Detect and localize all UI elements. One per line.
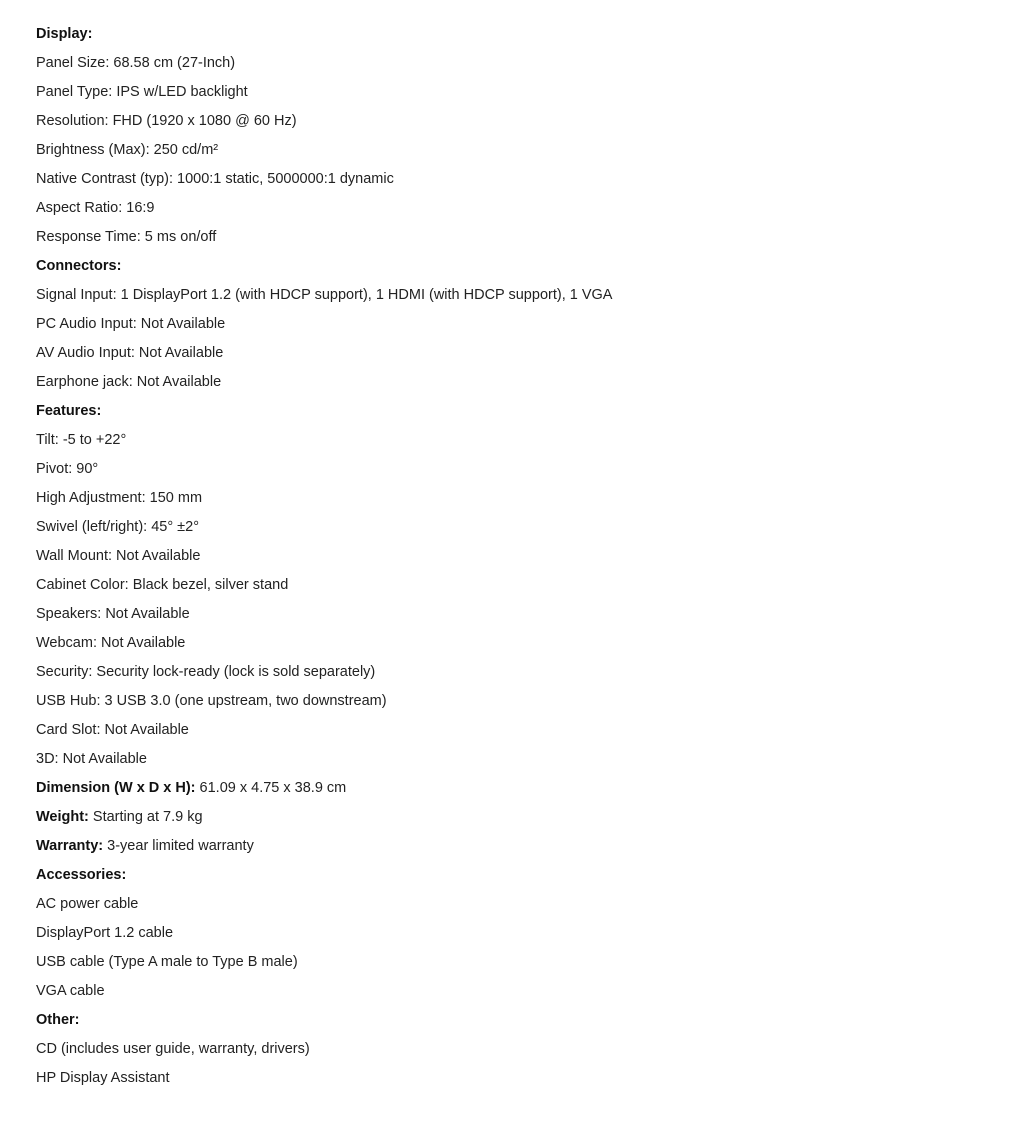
- weight-value: Starting at 7.9 kg: [88, 809, 203, 825]
- native-contrast: Native Contrast (typ): 1000:1 static, 5000000:1 dynamic: [36, 171, 394, 187]
- accessories-heading: Accessories:: [36, 867, 127, 883]
- usb-hub: USB Hub: 3 USB 3.0 (one upstream, two downstream): [36, 693, 387, 709]
- warranty-row: [36, 832, 612, 861]
- high-adjustment: High Adjustment: 150 mm: [36, 490, 203, 506]
- display-heading: Display:: [36, 26, 93, 42]
- signal-input: Signal Input: 1 DisplayPort 1.2 (with HDCP support), 1 HDMI (with HDCP support), 1 VGA: [36, 287, 613, 303]
- connectors-heading: Connectors:: [36, 258, 122, 274]
- weight-label: Weight:: [36, 809, 89, 825]
- response-time: Response Time: 5 ms on/off: [36, 229, 217, 245]
- tilt: Tilt: -5 to +22°: [36, 432, 127, 448]
- card-slot: Card Slot: Not Available: [36, 722, 189, 738]
- warranty-label: Warranty:: [36, 838, 104, 854]
- wall-mount: Wall Mount: Not Available: [36, 548, 201, 564]
- usb-cable: USB cable (Type A male to Type B male): [36, 954, 298, 970]
- ac-power-cable: AC power cable: [36, 896, 139, 912]
- panel-size: Panel Size: 68.58 cm (27-Inch): [36, 55, 236, 71]
- security: Security: Security lock-ready (lock is sold separately): [36, 664, 376, 680]
- hp-display-assistant: HP Display Assistant: [36, 1070, 170, 1086]
- speakers: Speakers: Not Available: [36, 606, 190, 622]
- earphone-jack: Earphone jack: Not Available: [36, 374, 222, 390]
- resolution: Resolution: FHD (1920 x 1080 @ 60 Hz): [36, 113, 297, 129]
- pivot: Pivot: 90°: [36, 461, 99, 477]
- dimension-value: 61.09 x 4.75 x 38.9 cm: [195, 780, 347, 796]
- panel-type: Panel Type: IPS w/LED backlight: [36, 84, 248, 100]
- spec-list: [36, 20, 612, 1093]
- aspect-ratio: Aspect Ratio: 16:9: [36, 200, 155, 216]
- cd-item: CD (includes user guide, warranty, drivers): [36, 1041, 310, 1057]
- pc-audio-input: PC Audio Input: Not Available: [36, 316, 226, 332]
- other-heading: Other:: [36, 1012, 80, 1028]
- brightness: Brightness (Max): 250 cd/m²: [36, 142, 219, 158]
- vga-cable: VGA cable: [36, 983, 105, 999]
- av-audio-input: AV Audio Input: Not Available: [36, 345, 224, 361]
- swivel: Swivel (left/right): 45° ±2°: [36, 519, 199, 535]
- features-heading: Features:: [36, 403, 102, 419]
- dimension-row: [36, 774, 612, 803]
- webcam: Webcam: Not Available: [36, 635, 186, 651]
- three-d: 3D: Not Available: [36, 751, 147, 767]
- dimension-label: Dimension (W x D x H):: [36, 780, 196, 796]
- warranty-value: 3-year limited warranty: [103, 838, 254, 854]
- cabinet-color: Cabinet Color: Black bezel, silver stand: [36, 577, 289, 593]
- weight-row: [36, 803, 612, 832]
- displayport-cable: DisplayPort 1.2 cable: [36, 925, 174, 941]
